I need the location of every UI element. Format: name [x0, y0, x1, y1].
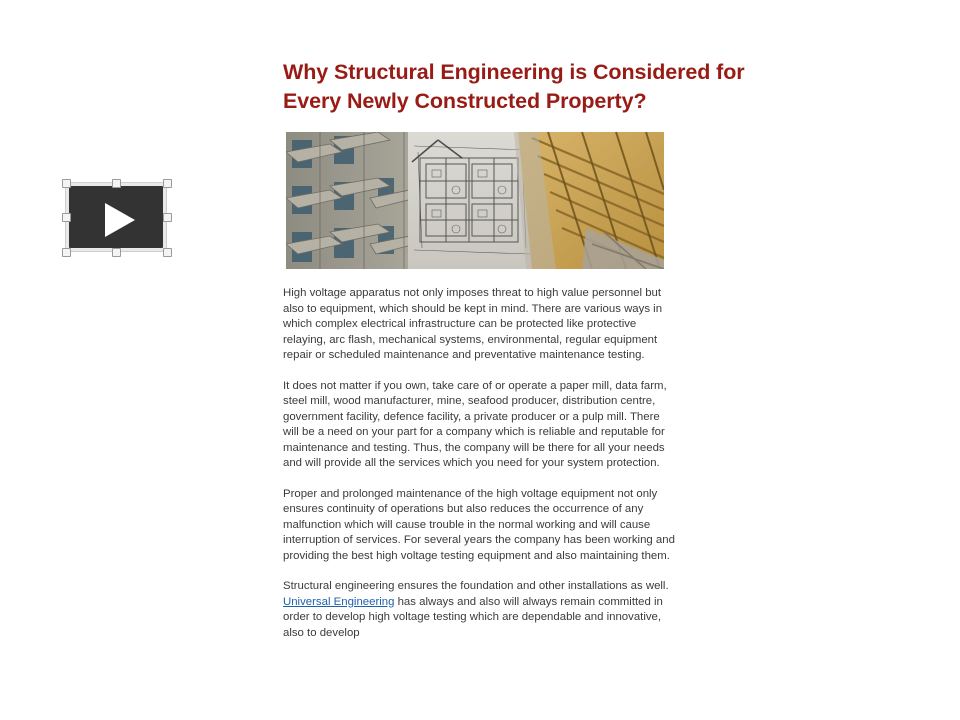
- paragraph-2: It does not matter if you own, take care of or operate a paper mill, data farm, steel mill, wood manufacturer, mine, seafood producer, distribution centre, government facility, defence facility, a private producer or a pulp mill. There will be a need on your part for a company which is reliable and reputable for maintenance and testing. Thus, the company will be there for all your needs and will provide all the services which you need for your system protection.: [283, 379, 667, 469]
- construction-collage-photo: [286, 132, 664, 269]
- paragraph-1: High voltage apparatus not only imposes threat to high value personnel but also to equipment, which should be kept in mind. There are various ways in which complex electrical infrastructure can be protected like protective relaying, arc flash, mechanical systems, environmental, regular equipment repair or scheduled maintenance and preventative maintenance testing.: [283, 287, 663, 361]
- resize-handle-top-middle[interactable]: [112, 179, 121, 188]
- resize-handle-bottom-middle[interactable]: [112, 248, 121, 257]
- resize-handle-bottom-left[interactable]: [62, 248, 71, 257]
- video-placeholder[interactable]: [66, 183, 166, 251]
- page-title-line-1: Why Structural Engineering is Considered for: [283, 60, 745, 84]
- resize-handle-middle-right[interactable]: [163, 213, 172, 222]
- body-content: [283, 286, 675, 641]
- resize-handle-middle-left[interactable]: [62, 213, 71, 222]
- resize-handle-bottom-right[interactable]: [163, 248, 172, 257]
- paragraph-3: Proper and prolonged maintenance of the high voltage equipment not only ensures continuity of operations but also reduces the occurrence of any malfunction which will cause trouble in the normal working and will cause interruption of services. For several years the company has been working and providing the best high voltage testing equipment and also maintaining them.: [283, 487, 675, 562]
- resize-handle-top-right[interactable]: [163, 179, 172, 188]
- paragraph-4-tail: has always and also will always remain committed in order to develop high voltage testing which are dependable and innovative, also to develop: [283, 595, 663, 639]
- video-frame[interactable]: [66, 183, 166, 251]
- paragraph-4-lead: Structural engineering ensures the foundation and other installations as well.: [283, 580, 669, 592]
- paragraph-4: [283, 579, 675, 641]
- page-title-line-2: Every Newly Constructed Property?: [283, 89, 647, 113]
- universal-engineering-link[interactable]: Universal Engineering: [283, 595, 395, 608]
- resize-handle-top-left[interactable]: [62, 179, 71, 188]
- page-title: [283, 58, 745, 116]
- play-triangle-icon: [105, 203, 135, 237]
